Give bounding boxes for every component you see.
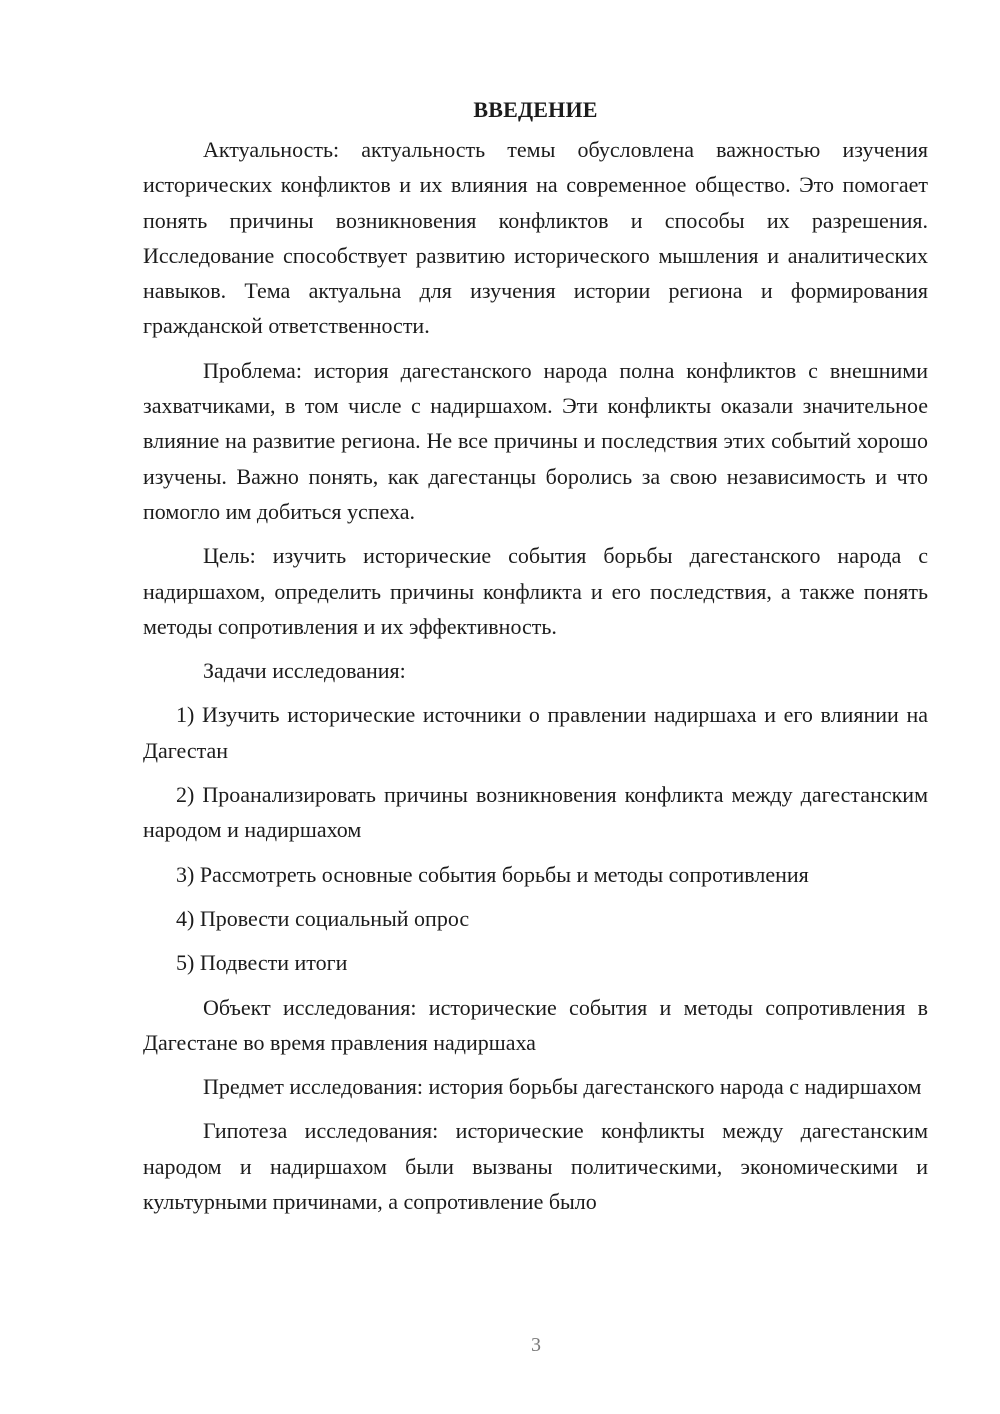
- task-item-2: 2) Проанализировать причины возникновения конфликта между дагестанским народом и надиршахом: [143, 782, 928, 843]
- task-item-5: 5) Подвести итоги: [176, 950, 348, 976]
- task-item-3: 3) Рассмотреть основные события борьбы и методы сопротивления: [176, 861, 809, 887]
- section-title: ВВЕДЕНИЕ: [473, 97, 598, 122]
- page-number: 3: [531, 1334, 541, 1356]
- problem-paragraph: Проблема: история дагестанского народа полна конфликтов с внешними захватчиками, в том числе с надиршахом. Эти конфликты оказали значительное влияние на развитие региона. Не все причины и последствия этих событий хорошо изучены. Важно понять, как дагестанцы боролись за свою независимость и что помогло им добиться успеха.: [143, 357, 928, 524]
- task-item-1: 1) Изучить исторические источники о правлении надиршаха и его влиянии на Дагестан: [143, 702, 928, 763]
- document-page: [143, 96, 928, 1228]
- tasks-heading: Задачи исследования:: [203, 658, 406, 684]
- relevance-paragraph: Актуальность: актуальность темы обусловлена важностью изучения исторических конфликтов и их влияния на современное общество. Это помогает понять причины возникновения конфликтов и способы их разрешения. Исследование способствует развитию исторического мышления и аналитических навыков. Тема актуальна для изучения истории региона и формирования гражданской ответственности.: [143, 137, 928, 339]
- research-subject-paragraph: Предмет исследования: история борьбы дагестанского народа с надиршахом: [203, 1074, 922, 1100]
- task-item-4: 4) Провести социальный опрос: [176, 905, 470, 931]
- research-object-paragraph: Объект исследования: исторические события и методы сопротивления в Дагестане во время правления надиршаха: [143, 994, 928, 1055]
- goal-paragraph: Цель: изучить исторические события борьбы дагестанского народа с надиршахом, определить причины конфликта и его последствия, а также понять методы сопротивления и их эффективность.: [143, 543, 928, 639]
- hypothesis-paragraph: Гипотеза исследования: исторические конфликты между дагестанским народом и надиршахом были вызваны политическими, экономическими и культурными причинами, а сопротивление было: [143, 1118, 928, 1215]
